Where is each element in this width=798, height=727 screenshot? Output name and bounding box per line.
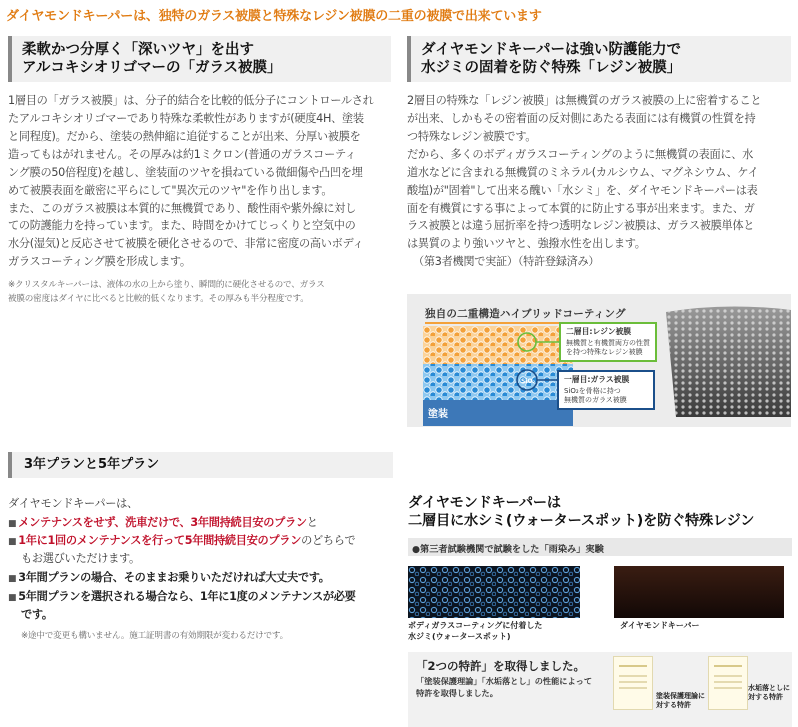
plans-intro: ダイヤモンドキーパーは、 (8, 497, 138, 510)
patent-2-caption (748, 684, 790, 702)
bullet-icon: ■ (8, 519, 17, 529)
glass-line: ング膜の50倍程度)を越し、塗装面のツヤを損ねている微細傷や凸凹を埋 (8, 165, 363, 179)
resin-coating-heading (407, 36, 791, 82)
resin-line: ラス被膜とは違う屈折率を持つ透明なレジン被膜は、ガラス被膜単体と (407, 219, 755, 233)
resin-line: 道水などに含まれる無機質のミネラル(カルシウム、マグネシウム、ケイ (407, 165, 759, 179)
glass-line: 造ってもはがれません。その厚みは約1ミクロン(普通のガラスコーティ (8, 147, 356, 161)
plan-5year-detail (8, 588, 356, 606)
resin-line: 酸塩)が"固着"して出来る醜い「水シミ」を、ダイヤモンドキーパーは表 (407, 183, 758, 197)
patent-certificate-1 (613, 656, 653, 710)
glass-line: たアルコキシオリゴマーであり特殊な柔軟性がありますが(硬度4H、塗装 (8, 111, 364, 125)
resin-line: 2層目の特殊な「レジン被膜」は無機質のガラス被膜の上に密着すること (407, 94, 762, 107)
rain-stain-test-label: ●第三者試験機関で試験をした「雨染み」実験 (408, 538, 792, 556)
resin-layer-callout (559, 322, 657, 362)
plan-5year-detail-cont: です。 (21, 608, 53, 621)
resin-line: 面を有機質にする事によって本質的に防止する事が出来ます。また、ガ (407, 201, 755, 215)
glass-callout-desc: 無機質のガラス被膜 (564, 395, 627, 404)
patent-body-line: 「塗装保護理論」「水垢落とし」の性能によって (416, 676, 593, 686)
resin-callout-title: 二層目:レジン被膜 (566, 327, 632, 336)
glass-layer-callout (557, 370, 655, 410)
glass-line: ての防護能力を持っています。また、時間をかけてじっくりと空気中の (8, 219, 356, 233)
resin-line: （第3者機関で実証）（特許登録済み） (413, 255, 600, 269)
water-spot-caption (408, 621, 542, 643)
resin-line: つ特殊なレジン被膜です。 (407, 129, 537, 143)
cert-caption-line: 対する特許 (656, 701, 691, 710)
watermark-title-line-2: 二層目に水シミ(ウォータースポット)を防ぐ特殊レジン (408, 513, 755, 530)
crystal-keeper-note (8, 278, 400, 306)
glass-callout-title: 一層目:ガラス被膜 (564, 375, 630, 384)
watermark-resin-title (408, 494, 754, 531)
glass-line: 水分(湿気)と反応させて被膜を硬化させるので、非常に密度の高いボディ (8, 237, 364, 251)
top-banner: ダイヤモンドキーパーは、独特のガラス被膜と特殊なレジン被膜の二重の被膜で出来ています (6, 9, 542, 24)
note-line: ※クリスタルキーパーは、液体の水の上から塗り、瞬間的に硬化させるので、ガラス (8, 280, 325, 290)
patent-body (416, 676, 592, 700)
resin-coating-text (407, 92, 797, 271)
plan-3year-tail: と (306, 516, 318, 529)
resin-callout-desc: を持つ特殊なレジン被膜 (566, 347, 643, 356)
bullet-icon: ■ (8, 574, 17, 584)
patent-title: 「2つの特許」を取得しました。 (416, 659, 585, 673)
diagram-title: 独自の二重構造ハイブリッドコーティング (425, 308, 626, 320)
cert-caption-line: 水垢落としに (748, 684, 790, 692)
glass-line: また、このガラス被膜は本質的に無機質であり、酸性雨や紫外線に対し (8, 201, 357, 215)
plan-5year-text: 1年に1回のメンテナンスを行って5年間持続目安のプラン (18, 534, 302, 547)
cert-caption-line: 塗装保護理論に (656, 692, 705, 700)
glass-line: と同程度)。だから、塗装の熱伸縮に追従することが出来、分厚い被膜を (8, 129, 361, 143)
paint-base-label: 塗装 (428, 409, 448, 420)
plan-3year-text: メンテナンスをせず、洗車だけで、3年間持続目安のプラン (18, 516, 307, 529)
diamond-keeper-caption: ダイヤモンドキーパー (620, 621, 700, 630)
plan-3year-line (8, 514, 318, 532)
bullet-icon: ■ (8, 593, 17, 603)
plans-heading (8, 452, 393, 478)
resin-heading-line-1: ダイヤモンドキーパーは強い防護能力で (421, 42, 681, 58)
plan-choice-line: もお選びいただけます。 (21, 552, 140, 565)
plan-5year-line (8, 532, 355, 550)
resin-line: は異質のより強いツヤと、強撥水性を出します。 (407, 237, 646, 251)
resin-line: が出来、しかもその密着面の反対側にあたる表面には有機質の性質を持 (407, 111, 756, 125)
note-line: 被膜の密度はダイヤに比べると比較的低くなります。その厚みも半分程度です。 (8, 294, 309, 305)
plan-3year-detail (8, 569, 330, 587)
plan-5year-tail: のどちらで (301, 534, 356, 547)
plan-5year-detail-text: 5年間プランを選択される場合なら、1年に1度のメンテナンスが必要 (18, 590, 356, 603)
patent-certificate-2 (708, 656, 748, 710)
glass-heading-line-1: 柔軟かつ分厚く「深いツヤ」を出す (22, 42, 254, 58)
cert-caption-line: 対する特許 (748, 693, 783, 702)
plan-3year-detail-text: 3年間プランの場合、そのままお乗りいただければ大丈夫です。 (18, 571, 330, 584)
diamond-keeper-photo (614, 566, 784, 618)
water-spot-photo (408, 566, 580, 618)
patent-box (408, 652, 792, 727)
plans-heading-text: 3年プランと5年プラン (24, 457, 160, 472)
patent-1-caption (656, 692, 705, 710)
patent-body-line: 特許を取得しました。 (416, 687, 498, 698)
resin-layer (423, 326, 573, 364)
resin-callout-desc: 無機質と有機質両方の性質 (566, 338, 650, 347)
glass-heading-line-2: アルコキシオリゴマーの「ガラス被膜」 (22, 60, 282, 77)
glass-callout-desc: SiO₂を骨格に持つ (564, 386, 621, 395)
watermark-title-line-1: ダイヤモンドキーパーは (408, 495, 561, 511)
glass-coating-text (8, 92, 400, 271)
sio2-molecule-label: SiO₂ (521, 378, 536, 385)
glass-line: めて被膜表面を厳密に平らにして"異次元のツヤ"を作り出します。 (8, 183, 333, 197)
glass-line: ガラスコーティング膜を形成します。 (8, 255, 191, 269)
glass-layer (423, 364, 573, 400)
hybrid-coating-diagram (407, 294, 791, 427)
glass-line: 1層目の「ガラス被膜」は、分子的結合を比較的低分子にコントロールされ (8, 94, 374, 107)
resin-line: だから、多くのボディガラスコーティングのように無機質の表面に、水 (407, 147, 754, 161)
water-beading-photo (666, 302, 791, 417)
plan-change-note: ※途中で変更も構いません。施工証明書の有効期限が変わるだけです。 (21, 631, 289, 641)
glass-coating-heading (8, 36, 391, 82)
resin-heading-line-2: 水ジミの固着を防ぐ特殊「レジン被膜」 (421, 60, 682, 77)
caption-line: 水ジミ(ウォータースポット) (408, 631, 511, 641)
bullet-icon: ■ (8, 537, 17, 547)
caption-line: ボディガラスコーティングに付着した (408, 621, 543, 630)
